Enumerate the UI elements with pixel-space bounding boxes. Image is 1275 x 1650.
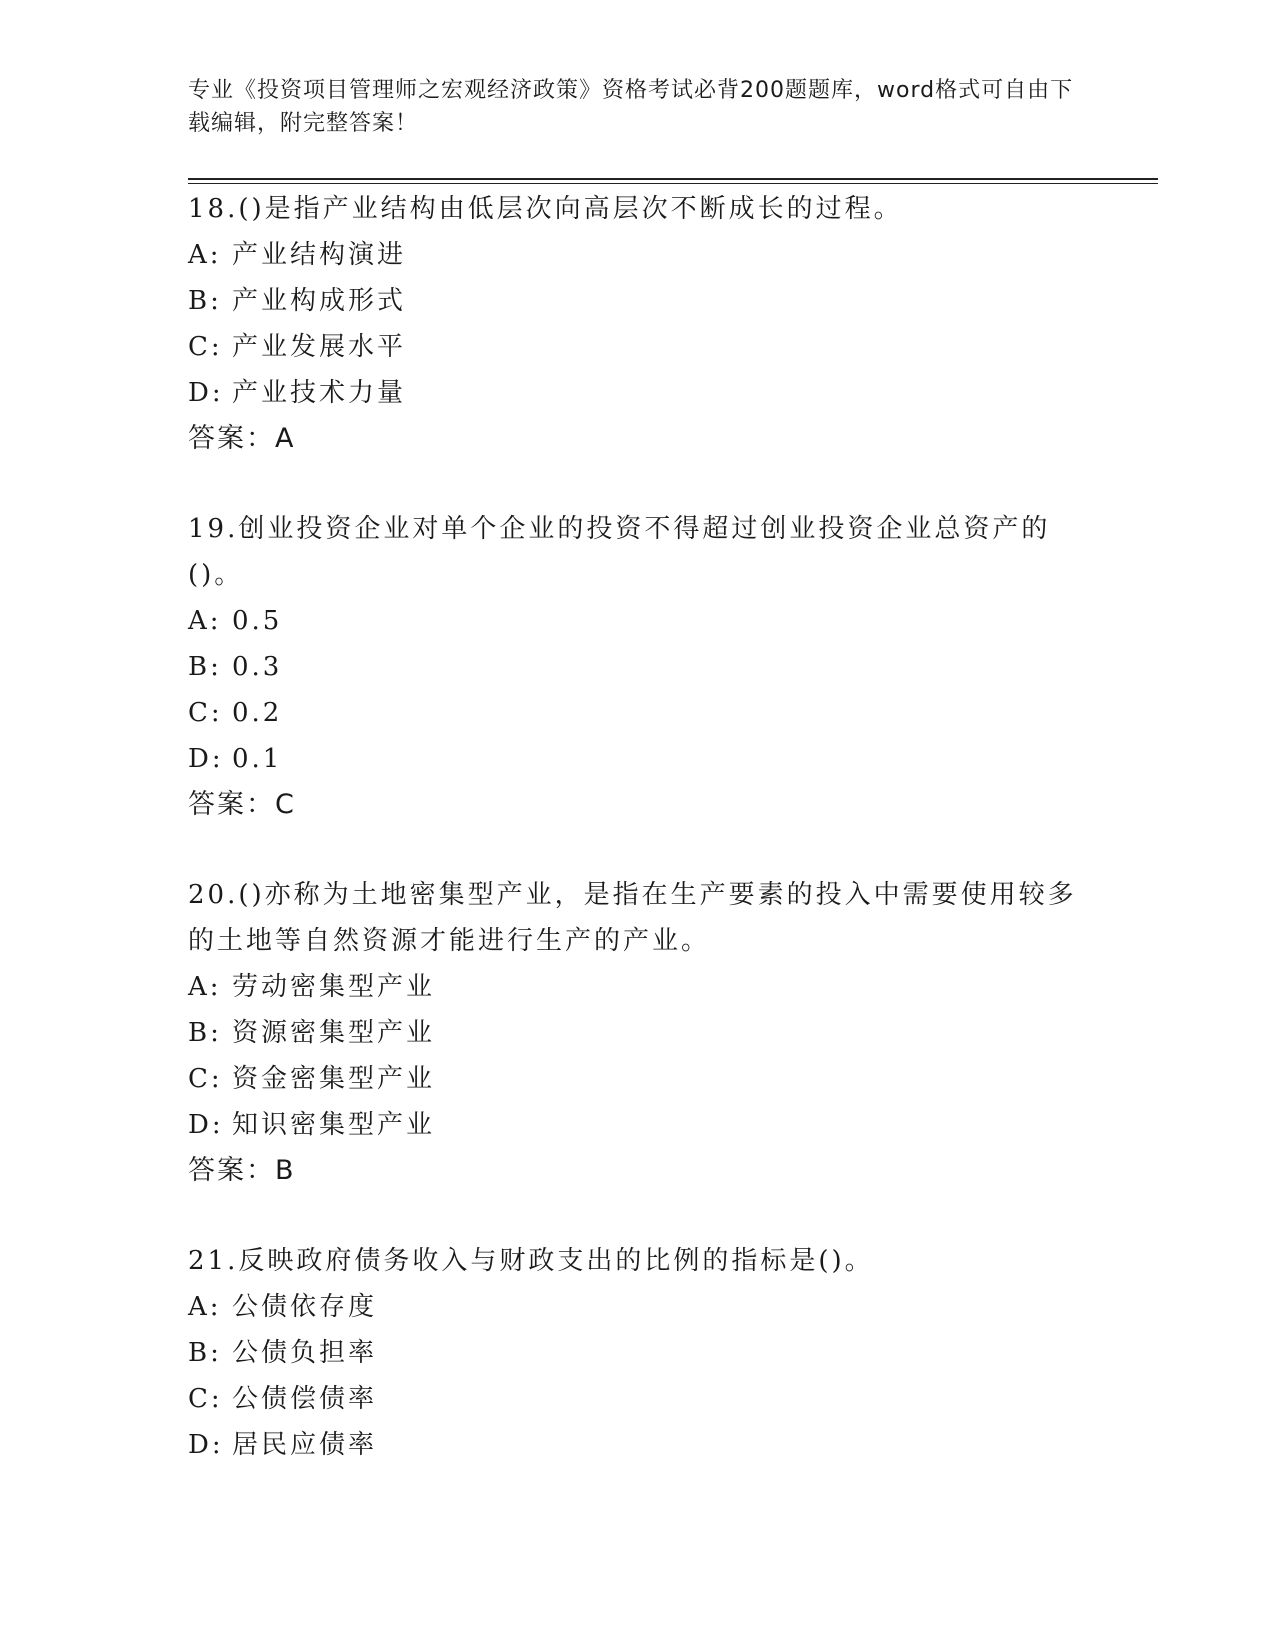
option-text: 知识密集型产业 [232,1110,436,1140]
option-text: 产业结构演进 [232,240,407,270]
option-d [188,1102,1088,1148]
option-letter: B: [188,286,222,316]
question-21 [188,1238,1088,1468]
option-a [188,1284,1088,1330]
option-text: 产业发展水平 [232,332,407,362]
option-letter: B: [188,652,222,682]
question-stem: 20.()亦称为土地密集型产业，是指在生产要素的投入中需要使用较多的土地等自然资源才能进行生产的产业。 [188,880,1077,956]
question-stem: 18.()是指产业结构由低层次向高层次不断成长的过程。 [188,194,903,224]
option-text: 产业技术力量 [232,378,407,408]
option-letter: C: [188,1384,223,1414]
header-divider [188,178,1158,184]
option-c [188,324,1088,370]
option-text: 0.3 [232,652,283,682]
option-text: 公债负担率 [232,1338,378,1368]
option-letter: D: [188,378,224,408]
option-letter: D: [188,744,224,774]
option-b [188,278,1088,324]
option-text: 产业构成形式 [232,286,407,316]
option-text: 资金密集型产业 [232,1064,436,1094]
option-a [188,598,1088,644]
option-c [188,1056,1088,1102]
option-text: 资源密集型产业 [232,1018,436,1048]
answer-line: 答案：C [188,789,296,820]
option-d [188,736,1088,782]
question-stem: 19.创业投资企业对单个企业的投资不得超过创业投资企业总资产的()。 [188,514,1051,590]
option-letter: D: [188,1110,224,1140]
option-letter: C: [188,698,223,728]
option-letter: B: [188,1338,222,1368]
option-letter: A: [188,972,222,1002]
option-text: 0.2 [232,698,283,728]
option-letter: A: [188,1292,222,1322]
question-18 [188,186,1088,462]
option-text: 公债依存度 [232,1292,378,1322]
option-a [188,964,1088,1010]
option-b [188,644,1088,690]
option-letter: B: [188,1018,222,1048]
option-c [188,690,1088,736]
answer-line: 答案：A [188,423,296,454]
question-19 [188,506,1088,828]
question-20 [188,872,1088,1194]
option-text: 公债偿债率 [232,1384,378,1414]
option-d [188,1422,1088,1468]
document-header: 专业《投资项目管理师之宏观经济政策》资格考试必背200题题库，word格式可自由下载编辑，附完整答案！ [188,78,1074,136]
question-stem: 21.反映政府债务收入与财政支出的比例的指标是()。 [188,1246,874,1276]
option-text: 0.5 [232,606,283,636]
option-letter: D: [188,1430,224,1460]
option-letter: C: [188,1064,223,1094]
option-letter: A: [188,606,222,636]
option-text: 居民应债率 [232,1430,378,1460]
option-c [188,1376,1088,1422]
option-a [188,232,1088,278]
option-letter: A: [188,240,222,270]
option-letter: C: [188,332,223,362]
option-b [188,1010,1088,1056]
option-text: 劳动密集型产业 [232,972,436,1002]
answer-line: 答案：B [188,1155,296,1186]
option-b [188,1330,1088,1376]
option-d [188,370,1088,416]
option-text: 0.1 [232,744,283,774]
